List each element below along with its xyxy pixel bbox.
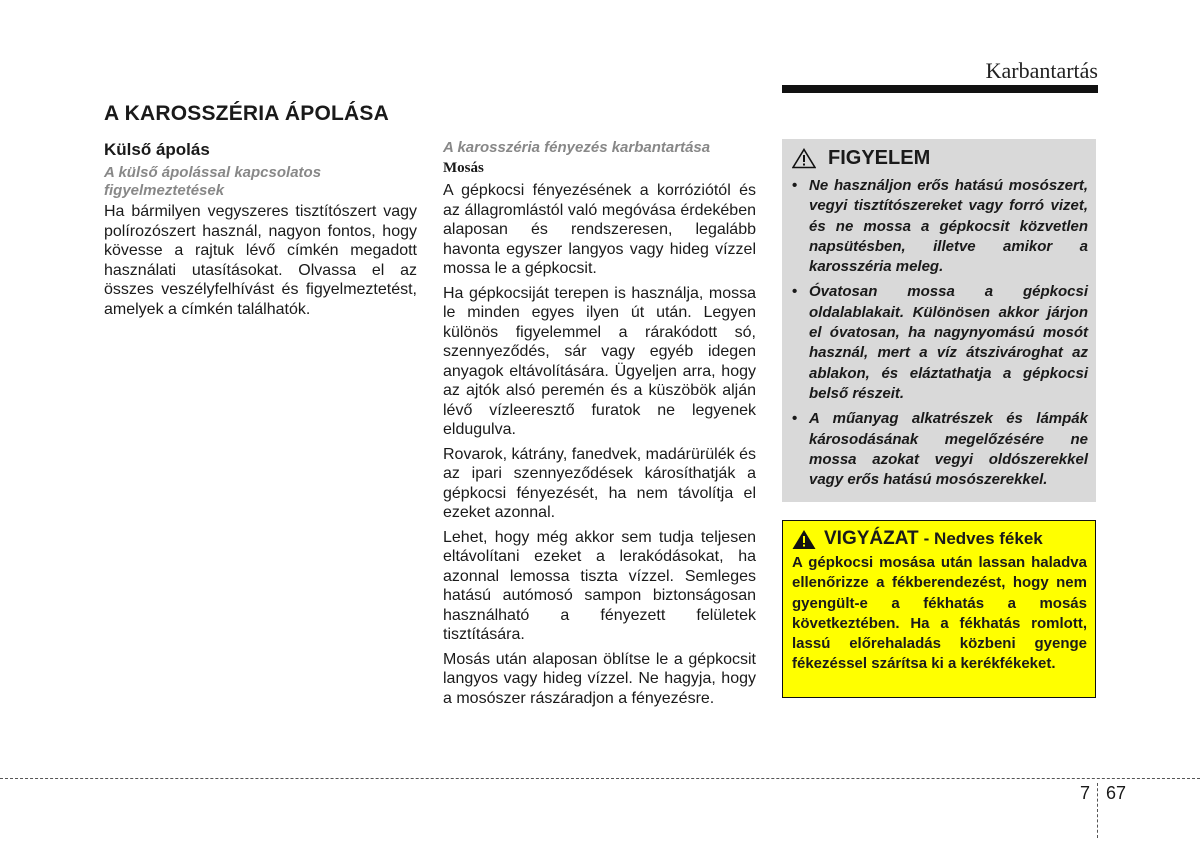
warning-triangle-icon	[792, 148, 816, 169]
warning-header	[792, 147, 1088, 170]
footer-dashed-line	[0, 778, 1200, 779]
washing-paragraph: Rovarok, kátrány, fanedvek, madárürülék és az ipari szennyeződések károsíthatják a gépkocsi fényezését, ha nem távolítja el ezeket azonnal.	[443, 445, 756, 521]
chapter-number: 7	[1080, 783, 1091, 803]
exterior-care-paragraph: Ha bármilyen vegyszeres tisztítószert vagy polírozószert használ, nagyon fontos, hogy kövesse a rajtuk lévő címkén megadott használati utasításokat. Olvassa el az összes veszélyfelhívást és figyelmeztetést, amelyek a címkén találhatók.	[104, 203, 417, 318]
caution-header	[792, 528, 1087, 550]
warning-box	[782, 139, 1096, 502]
paint-care-subheading: A karosszéria fényezés karbantartása	[443, 139, 711, 156]
warning-item	[792, 282, 1088, 404]
caution-title: VIGYÁZAT	[824, 528, 919, 549]
page-header-title: Karbantartás	[985, 58, 1098, 83]
footer-vertical-divider	[1097, 783, 1098, 838]
exterior-care-heading: Külső ápolás	[104, 140, 210, 159]
caution-subtitle: - Nedves fékek	[923, 529, 1043, 548]
washing-paragraph: Lehet, hogy még akkor sem tudja teljesen eltávolítani ezeket a lerakódásokat, ha azonnal lemossa tiszta vízzel. Semleges hatású autómosó sampon biztonságosan használható a fényezett felületek tisztítására.	[443, 528, 756, 643]
washing-label: Mosás	[443, 160, 484, 176]
bullet: •	[792, 410, 798, 428]
page-number: 67	[1106, 783, 1127, 803]
warning-item	[792, 409, 1088, 490]
caution-box	[782, 520, 1096, 698]
caution-triangle-icon	[792, 529, 816, 550]
column-1	[104, 139, 417, 324]
washing-paragraph: Mosás után alaposan öblítse le a gépkocsit langyos vagy hideg vízzel. Ne hagyja, hogy a mosószer rászáradjon a fényezésre.	[443, 650, 756, 707]
bullet: •	[792, 283, 798, 301]
washing-paragraph: A gépkocsi fényezésének a korróziótól és az állagromlástól való megóvása érdekében alaposan és rendszeresen, legalább havonta egyszer langyos vagy hideg vízzel mossa le a gépkocsit.	[443, 182, 756, 277]
warning-item-text: A műanyag alkatrészek és lámpák károsodásának megelőzésére ne mossa azokat vegyi oldószerekkel vagy erős hatású mosószerekkel.	[809, 410, 1088, 489]
warning-item-text: Ne használjon erős hatású mosószert, vegyi tisztítószereket vagy forró vizet, és ne mossa a gépkocsit közvetlen napsütésben, illetve amikor a karosszéria meleg.	[809, 177, 1088, 276]
warning-title: FIGYELEM	[828, 147, 931, 169]
warning-item	[792, 176, 1088, 277]
caution-text: A gépkocsi mosása után lassan haladva ellenőrizze a fékberendezést, hogy nem gyengült-e a fékhatás a mosás következtében. Ha a fékhatás romlott, lassú előrehaladás közbeni gyenge fékezéssel szárítsa ki a kerékfékeket.	[792, 554, 1087, 673]
warning-list	[792, 176, 1088, 490]
washing-paragraph: Ha gépkocsiját terepen is használja, mossa le minden egyes ilyen út után. Legyen különös figyelemmel a rárakódott só, szennyeződés, sár vagy egyéb idegen anyagok eltávolítására. Ügyeljen arra, hogy az ajtók alsó peremén és a küszöbök alján lévő vízleeresztő furatok ne legyenek eldugulva.	[443, 284, 756, 438]
warning-item-text: Óvatosan mossa a gépkocsi oldalablakait. Különösen akkor járjon el óvatosan, ha nagynyomású mosót használ, mert a víz átszivároghat az ablakon, és eláztathatja a gépkocsi belső részeit.	[809, 283, 1088, 402]
bullet: •	[792, 177, 798, 194]
exterior-care-subheading: A külső ápolással kapcsolatos figyelmeztetések	[104, 164, 322, 199]
column-2	[443, 139, 756, 713]
header-rule	[782, 85, 1098, 93]
section-title: A KAROSSZÉRIA ÁPOLÁSA	[104, 102, 389, 125]
